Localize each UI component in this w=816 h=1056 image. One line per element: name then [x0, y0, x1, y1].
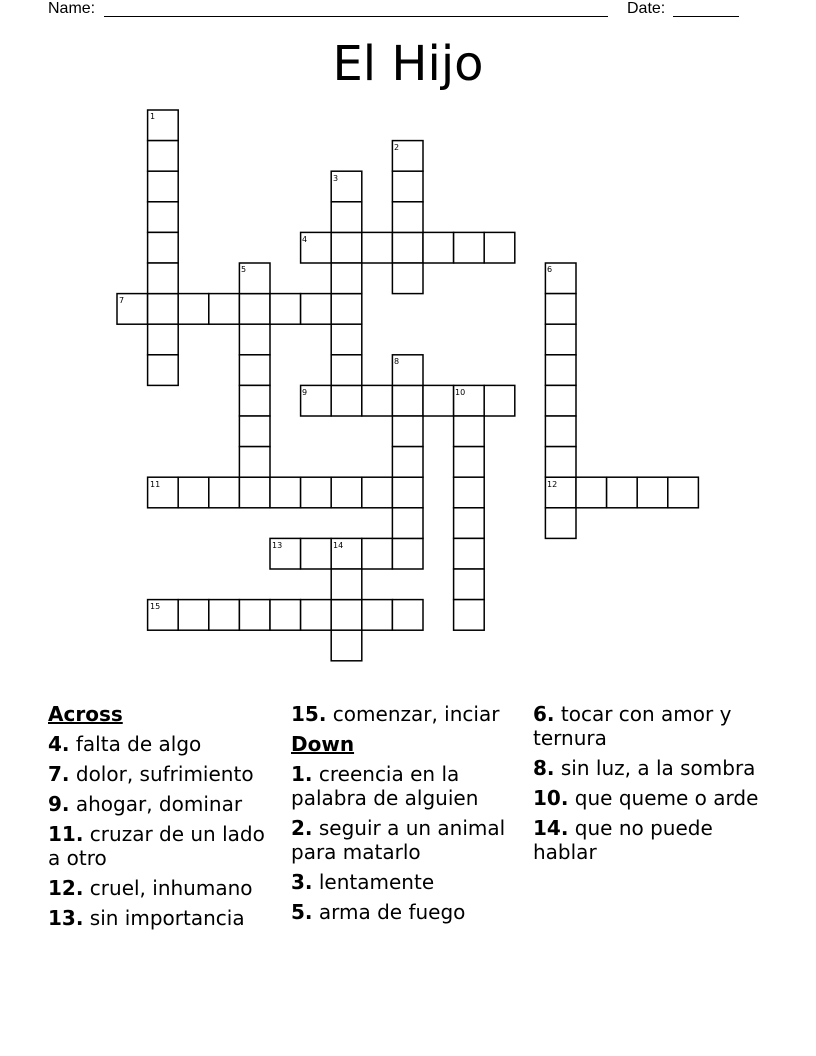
- grid-cell[interactable]: [301, 600, 332, 631]
- grid-cell[interactable]: [239, 355, 270, 386]
- grid-cell[interactable]: [148, 171, 179, 202]
- clue-down-1: 1. creencia en la palabra de alguien: [291, 762, 479, 810]
- grid-cell[interactable]: [148, 202, 179, 233]
- grid-cell[interactable]: [331, 600, 362, 631]
- grid-cell[interactable]: [239, 294, 270, 325]
- grid-cell[interactable]: [454, 569, 485, 600]
- grid-cell[interactable]: [331, 324, 362, 355]
- grid-cell[interactable]: [301, 538, 332, 569]
- name-label: Name:: [48, 0, 96, 17]
- grid-cell[interactable]: [392, 538, 423, 569]
- grid-cell[interactable]: [331, 263, 362, 294]
- grid-cell[interactable]: [392, 508, 423, 539]
- grid-cell[interactable]: [270, 294, 301, 325]
- grid-cell[interactable]: [331, 294, 362, 325]
- grid-cell[interactable]: [362, 600, 393, 631]
- grid-cell[interactable]: [392, 263, 423, 294]
- grid-cell[interactable]: [545, 508, 576, 539]
- grid-cell[interactable]: [301, 477, 332, 508]
- grid-cell[interactable]: [423, 232, 454, 263]
- grid-number-8: 8: [394, 357, 400, 366]
- grid-cell[interactable]: [454, 416, 485, 447]
- grid-cell[interactable]: [637, 477, 668, 508]
- grid-cell[interactable]: [545, 416, 576, 447]
- grid-cells: [117, 110, 698, 661]
- clue-across-15: 15. comenzar, inciar: [291, 702, 500, 726]
- grid-cell[interactable]: [148, 232, 179, 263]
- grid-cell[interactable]: [148, 355, 179, 386]
- clue-down-2: 2. seguir a un animal para matarlo: [291, 816, 506, 864]
- puzzle-title: El Hijo: [332, 36, 484, 92]
- grid-number-1: 1: [150, 112, 156, 121]
- grid-cell[interactable]: [331, 477, 362, 508]
- clue-down-10: 10. que queme o arde: [533, 786, 759, 810]
- grid-cell[interactable]: [362, 477, 393, 508]
- grid-cell[interactable]: [209, 477, 240, 508]
- grid-cell[interactable]: [392, 447, 423, 478]
- grid-cell[interactable]: [392, 171, 423, 202]
- grid-number-9: 9: [302, 388, 308, 397]
- grid-number-15: 15: [150, 602, 161, 611]
- grid-cell[interactable]: [331, 355, 362, 386]
- grid-cell[interactable]: [454, 508, 485, 539]
- grid-cell[interactable]: [239, 385, 270, 416]
- clues-column-2: [291, 702, 523, 930]
- grid-cell[interactable]: [454, 232, 485, 263]
- grid-cell[interactable]: [545, 355, 576, 386]
- grid-cell[interactable]: [545, 294, 576, 325]
- grid-cell[interactable]: [545, 447, 576, 478]
- grid-cell[interactable]: [484, 232, 515, 263]
- grid-cell[interactable]: [454, 538, 485, 569]
- grid-cell[interactable]: [576, 477, 607, 508]
- grid-cell[interactable]: [392, 416, 423, 447]
- grid-number-10: 10: [455, 388, 466, 397]
- clue-down-6: 6. tocar con amor y ternura: [533, 702, 732, 750]
- grid-cell[interactable]: [239, 447, 270, 478]
- grid-number-6: 6: [547, 265, 553, 274]
- grid-cell[interactable]: [392, 477, 423, 508]
- grid-number-14: 14: [333, 541, 344, 550]
- grid-cell[interactable]: [454, 477, 485, 508]
- grid-number-3: 3: [333, 174, 339, 183]
- grid-cell[interactable]: [209, 600, 240, 631]
- clue-across-7: 7. dolor, sufrimiento: [48, 762, 254, 786]
- grid-cell[interactable]: [178, 477, 209, 508]
- grid-cell[interactable]: [239, 324, 270, 355]
- grid-cell[interactable]: [392, 600, 423, 631]
- date-label: Date:: [627, 0, 666, 17]
- grid-cell[interactable]: [331, 569, 362, 600]
- grid-cell[interactable]: [301, 294, 332, 325]
- grid-number-12: 12: [547, 480, 558, 489]
- grid-cell[interactable]: [362, 232, 393, 263]
- grid-cell[interactable]: [148, 141, 179, 172]
- grid-number-13: 13: [272, 541, 283, 550]
- clue-across-13: 13. sin importancia: [48, 906, 245, 930]
- grid-cell[interactable]: [148, 324, 179, 355]
- clue-across-11: 11. cruzar de un lado a otro: [48, 822, 265, 870]
- grid-cell[interactable]: [178, 600, 209, 631]
- grid-cell[interactable]: [331, 385, 362, 416]
- grid-number-11: 11: [150, 480, 161, 489]
- grid-cell[interactable]: [392, 202, 423, 233]
- grid-number-4: 4: [302, 235, 308, 244]
- grid-cell[interactable]: [454, 600, 485, 631]
- grid-cell[interactable]: [607, 477, 638, 508]
- grid-cell[interactable]: [239, 416, 270, 447]
- grid-cell[interactable]: [392, 232, 423, 263]
- down-heading: Down: [291, 732, 355, 756]
- clue-down-3: 3. lentamente: [291, 870, 435, 894]
- clue-down-8: 8. sin luz, a la sombra: [533, 756, 756, 780]
- grid-number-2: 2: [394, 143, 400, 152]
- grid-cell[interactable]: [270, 477, 301, 508]
- grid-number-7: 7: [119, 296, 125, 305]
- grid-cell[interactable]: [545, 324, 576, 355]
- grid-cell[interactable]: [362, 538, 393, 569]
- clue-across-4: 4. falta de algo: [48, 732, 202, 756]
- grid-cell[interactable]: [362, 385, 393, 416]
- grid-number-5: 5: [241, 265, 247, 274]
- grid-cell[interactable]: [270, 600, 301, 631]
- grid-cell[interactable]: [148, 294, 179, 325]
- grid-cell[interactable]: [331, 232, 362, 263]
- grid-cell[interactable]: [239, 477, 270, 508]
- clue-down-5: 5. arma de fuego: [291, 900, 466, 924]
- across-heading: Across: [48, 702, 123, 726]
- clues-column-3: [533, 702, 765, 870]
- grid-cell[interactable]: [239, 600, 270, 631]
- grid-cell[interactable]: [209, 294, 240, 325]
- grid-cell[interactable]: [668, 477, 699, 508]
- grid-cell[interactable]: [331, 630, 362, 661]
- clue-across-12: 12. cruel, inhumano: [48, 876, 253, 900]
- grid-cell[interactable]: [392, 385, 423, 416]
- grid-cell[interactable]: [178, 294, 209, 325]
- grid-cell[interactable]: [545, 385, 576, 416]
- clue-down-14: 14. que no puede hablar: [533, 816, 713, 864]
- clues-column-1: [48, 702, 280, 936]
- grid-cell[interactable]: [454, 447, 485, 478]
- grid-cell[interactable]: [484, 385, 515, 416]
- grid-cell[interactable]: [331, 202, 362, 233]
- grid-cell[interactable]: [423, 385, 454, 416]
- grid-cell[interactable]: [148, 263, 179, 294]
- clue-across-9: 9. ahogar, dominar: [48, 792, 243, 816]
